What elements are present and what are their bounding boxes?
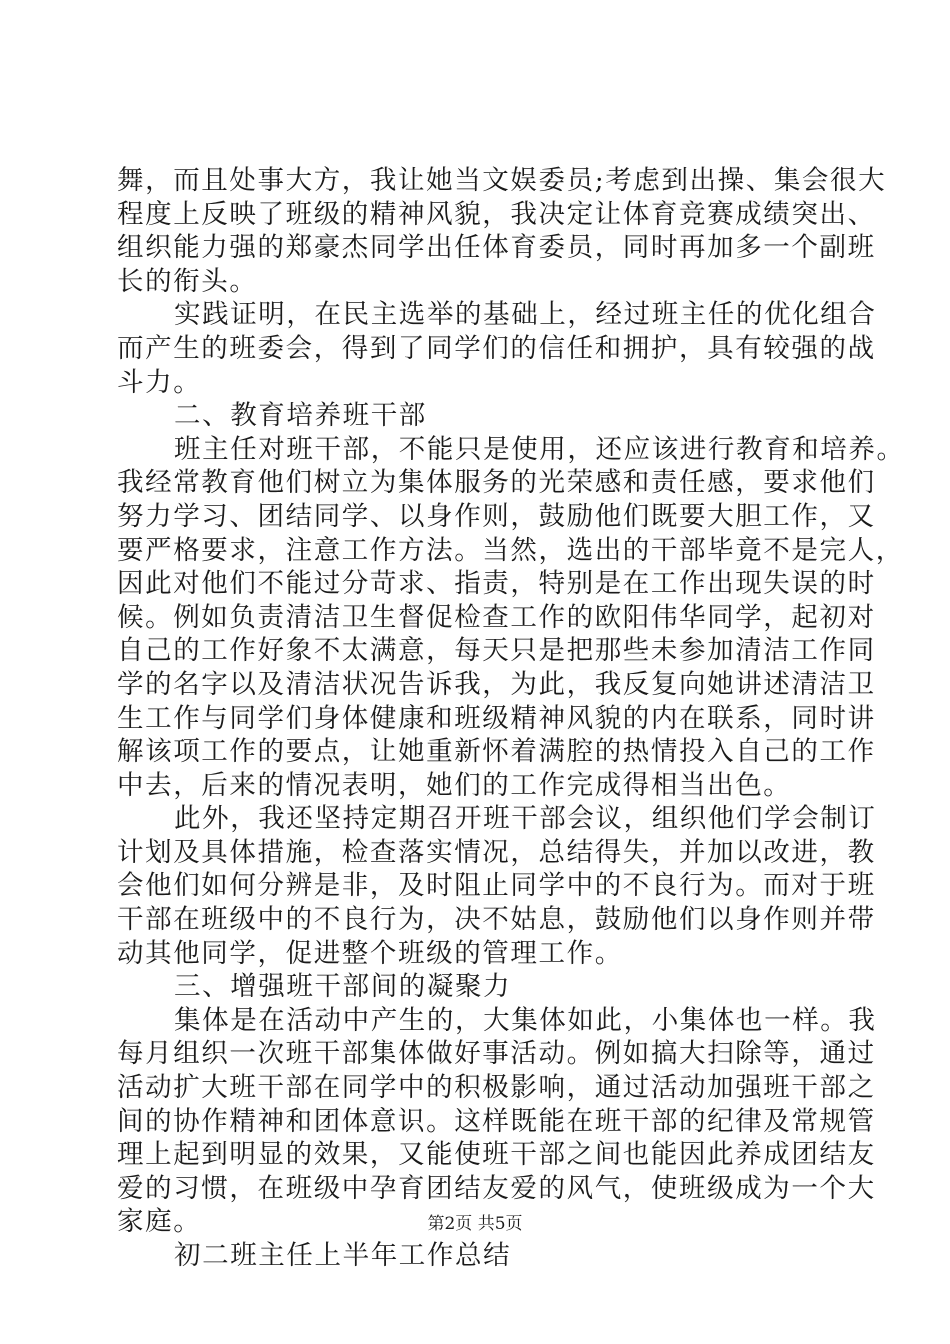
text-line: 自己的工作好象不太满意，每天只是把那些未参加清洁工作同 — [117, 635, 876, 667]
text-line: 动其他同学，促进整个班级的管理工作。 — [117, 937, 623, 969]
text-line: 解该项工作的要点，让她重新怀着满腔的热情投入自己的工作 — [117, 736, 876, 768]
text-line: 会他们如何分辨是非，及时阻止同学中的不良行为。而对于班 — [117, 870, 876, 902]
text-line: 每月组织一次班干部集体做好事活动。例如搞大扫除等，通过 — [117, 1038, 876, 1070]
text-line: 初二班主任上半年工作总结 — [174, 1240, 512, 1271]
text-line: 学的名字以及清洁状况告诉我，为此，我反复向她讲述清洁卫 — [117, 668, 876, 700]
text-line: 三、增强班干部间的凝聚力 — [174, 971, 512, 1003]
text-line: 程度上反映了班级的精神风貌，我决定让体育竞赛成绩突出、 — [117, 198, 876, 230]
text-line: 努力学习、团结同学、以身作则，鼓励他们既要大胆工作，又 — [117, 500, 876, 532]
text-line: 要严格要求，注意工作方法。当然，选出的干部毕竟不是完人， — [117, 534, 904, 566]
text-line: 实践证明，在民主选举的基础上，经过班主任的优化组合 — [174, 299, 877, 331]
text-line: 二、教育培养班干部 — [174, 400, 427, 432]
text-line: 此外，我还坚持定期召开班干部会议，组织他们学会制订 — [174, 803, 877, 835]
text-line: 舞，而且处事大方，我让她当文娱委员;考虑到出操、集会很大 — [117, 165, 887, 196]
text-line: 斗力。 — [117, 366, 202, 398]
text-line: 计划及具体措施，检查落实情况，总结得失，并加以改进，教 — [117, 836, 876, 868]
text-line: 组织能力强的郑豪杰同学出任体育委员，同时再加多一个副班 — [117, 232, 876, 264]
text-line: 长的衔头。 — [117, 265, 258, 297]
text-line: 中去，后来的情况表明，她们的工作完成得相当出色。 — [117, 769, 792, 801]
document-body — [117, 164, 905, 1273]
text-line: 而产生的班委会，得到了同学们的信任和拥护，具有较强的战 — [117, 332, 876, 364]
text-line: 干部在班级中的不良行为，决不姑息，鼓励他们以身作则并带 — [117, 904, 876, 936]
text-line: 活动扩大班干部在同学中的积极影响，通过活动加强班干部之 — [117, 1072, 876, 1104]
text-line: 因此对他们不能过分苛求、指责，特别是在工作出现失误的时 — [117, 568, 876, 600]
text-line: 生工作与同学们身体健康和班级精神风貌的内在联系，同时讲 — [117, 702, 876, 734]
page-footer: 第2页 共5页 — [427, 1214, 523, 1234]
text-line: 爱的习惯，在班级中孕育团结友爱的风气，使班级成为一个大 — [117, 1172, 876, 1204]
text-line: 间的协作精神和团体意识。这样既能在班干部的纪律及常规管 — [117, 1105, 876, 1137]
text-line: 集体是在活动中产生的，大集体如此，小集体也一样。我 — [174, 1004, 877, 1036]
text-line: 我经常教育他们树立为集体服务的光荣感和责任感，要求他们 — [117, 467, 876, 499]
text-line: 班主任对班干部，不能只是使用，还应该进行教育和培养。 — [174, 433, 905, 465]
text-line: 家庭。 — [117, 1206, 202, 1238]
text-line: 候。例如负责清洁卫生督促检查工作的欧阳伟华同学，起初对 — [117, 601, 876, 633]
text-line: 理上起到明显的效果，又能使班干部之间也能因此养成团结友 — [117, 1139, 876, 1171]
